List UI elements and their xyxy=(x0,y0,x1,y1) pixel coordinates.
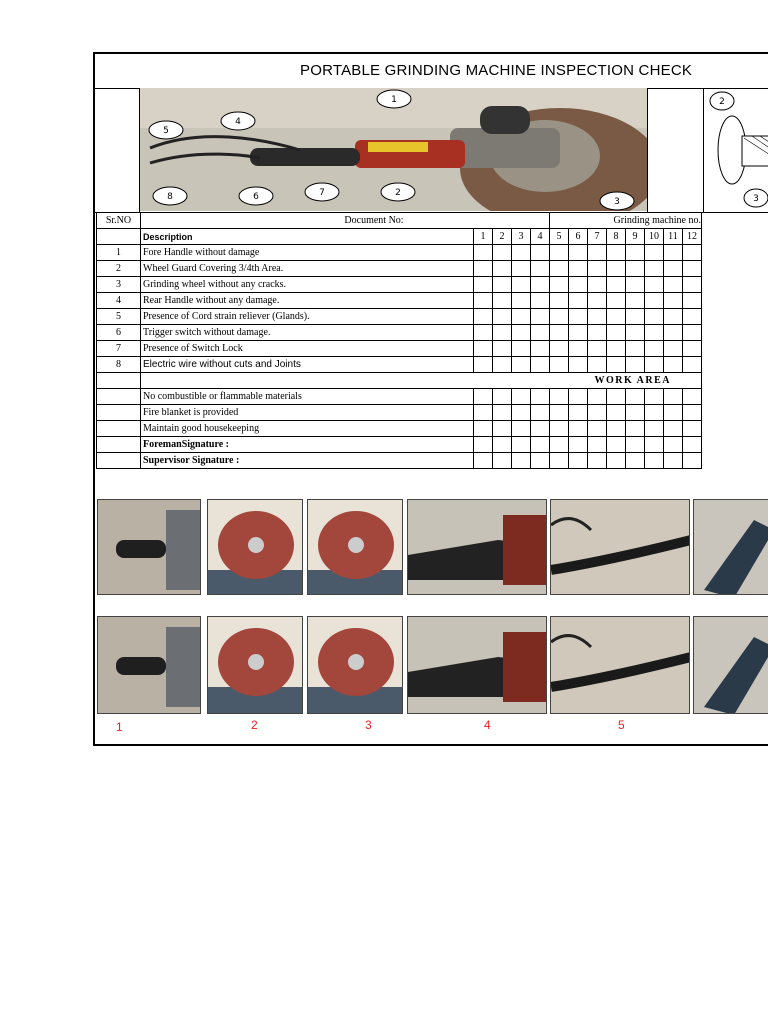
callout-8: 8 xyxy=(167,192,173,202)
check-cell[interactable] xyxy=(588,421,607,437)
check-cell[interactable] xyxy=(474,277,493,293)
check-cell[interactable] xyxy=(493,245,512,261)
check-cell[interactable] xyxy=(512,405,531,421)
inspection-photo-wheel xyxy=(307,499,403,595)
signature-label: Supervisor Signature : xyxy=(141,453,474,469)
check-cell[interactable] xyxy=(607,245,626,261)
check-cell[interactable] xyxy=(512,341,531,357)
check-cell[interactable] xyxy=(512,309,531,325)
check-cell[interactable] xyxy=(664,341,683,357)
check-cell[interactable] xyxy=(645,341,664,357)
check-cell[interactable] xyxy=(531,245,550,261)
col-4: 4 xyxy=(531,229,550,245)
inspection-photo-handle xyxy=(97,499,201,595)
checklist-item-row xyxy=(97,293,702,309)
callout-7: 7 xyxy=(319,188,325,198)
check-cell[interactable] xyxy=(550,405,569,421)
col-3: 3 xyxy=(512,229,531,245)
callout-5: 5 xyxy=(163,126,169,136)
check-cell[interactable] xyxy=(626,405,645,421)
check-cell[interactable] xyxy=(512,277,531,293)
check-cell[interactable] xyxy=(531,293,550,309)
check-cell[interactable] xyxy=(626,341,645,357)
check-cell[interactable] xyxy=(569,261,588,277)
check-cell[interactable] xyxy=(607,293,626,309)
check-cell[interactable] xyxy=(512,453,531,469)
step-number-5: 5 xyxy=(618,718,625,732)
check-cell[interactable] xyxy=(569,421,588,437)
step-number-3: 3 xyxy=(365,718,372,732)
check-cell[interactable] xyxy=(645,389,664,405)
check-cell[interactable] xyxy=(683,261,702,277)
work-area-item: Maintain good housekeeping xyxy=(141,421,474,437)
title-row xyxy=(95,54,768,89)
check-cell[interactable] xyxy=(531,437,550,453)
check-cell[interactable] xyxy=(493,261,512,277)
check-cell[interactable] xyxy=(683,453,702,469)
grinder-labeled-photo xyxy=(140,88,647,211)
check-cell[interactable] xyxy=(607,357,626,373)
check-cell[interactable] xyxy=(512,437,531,453)
item-description: Wheel Guard Covering 3/4th Area. xyxy=(141,261,474,277)
check-cell[interactable] xyxy=(493,277,512,293)
checklist-item-row xyxy=(97,261,702,277)
check-cell[interactable] xyxy=(626,261,645,277)
check-cell[interactable] xyxy=(626,245,645,261)
signature-row xyxy=(97,437,702,453)
check-cell[interactable] xyxy=(493,325,512,341)
item-description: Electric wire without cuts and Joints xyxy=(141,357,474,373)
check-cell[interactable] xyxy=(474,261,493,277)
item-number: 2 xyxy=(97,261,141,277)
checklist-item-row xyxy=(97,277,702,293)
check-cell[interactable] xyxy=(550,309,569,325)
check-cell[interactable] xyxy=(531,453,550,469)
check-cell[interactable] xyxy=(588,437,607,453)
check-cell[interactable] xyxy=(683,245,702,261)
col-10: 10 xyxy=(645,229,664,245)
check-cell[interactable] xyxy=(664,421,683,437)
check-cell[interactable] xyxy=(474,245,493,261)
check-cell[interactable] xyxy=(512,325,531,341)
check-cell[interactable] xyxy=(569,341,588,357)
check-cell[interactable] xyxy=(683,277,702,293)
check-cell[interactable] xyxy=(626,421,645,437)
item-number: 4 xyxy=(97,293,141,309)
inspection-photo-rear xyxy=(693,499,768,595)
check-cell[interactable] xyxy=(531,389,550,405)
check-cell[interactable] xyxy=(569,405,588,421)
check-cell[interactable] xyxy=(645,453,664,469)
check-cell[interactable] xyxy=(626,437,645,453)
item-description: Grinding wheel without any cracks. xyxy=(141,277,474,293)
check-cell[interactable] xyxy=(626,453,645,469)
col-1: 1 xyxy=(474,229,493,245)
check-cell[interactable] xyxy=(588,405,607,421)
step-number-2: 2 xyxy=(251,718,258,732)
checklist-item-row xyxy=(97,245,702,261)
work-area-item: Fire blanket is provided xyxy=(141,405,474,421)
check-cell[interactable] xyxy=(474,357,493,373)
check-cell[interactable] xyxy=(493,421,512,437)
signature-label: ForemanSignature : xyxy=(141,437,474,453)
check-cell[interactable] xyxy=(493,453,512,469)
signature-row xyxy=(97,453,702,469)
check-cell[interactable] xyxy=(474,309,493,325)
column-header-row xyxy=(97,229,702,245)
check-cell[interactable] xyxy=(550,261,569,277)
inspection-photo-wheel xyxy=(207,499,303,595)
check-cell[interactable] xyxy=(493,405,512,421)
check-cell[interactable] xyxy=(607,325,626,341)
check-cell[interactable] xyxy=(493,341,512,357)
check-cell[interactable] xyxy=(474,341,493,357)
inspection-photo-body xyxy=(407,499,547,595)
check-cell[interactable] xyxy=(626,325,645,341)
check-cell[interactable] xyxy=(474,453,493,469)
step-number-4: 4 xyxy=(484,718,491,732)
check-cell[interactable] xyxy=(626,357,645,373)
check-cell[interactable] xyxy=(550,325,569,341)
diagram-callout-3: 3 xyxy=(753,194,759,204)
inspection-photo-rear xyxy=(693,616,768,714)
check-cell[interactable] xyxy=(588,389,607,405)
item-description: Presence of Switch Lock xyxy=(141,341,474,357)
document-no-label: Document No: xyxy=(141,213,550,229)
item-number: 8 xyxy=(97,357,141,373)
item-number: 6 xyxy=(97,325,141,341)
check-cell[interactable] xyxy=(626,389,645,405)
check-cell[interactable] xyxy=(531,309,550,325)
check-cell[interactable] xyxy=(569,309,588,325)
check-cell[interactable] xyxy=(512,357,531,373)
check-cell[interactable] xyxy=(664,277,683,293)
col-8: 8 xyxy=(607,229,626,245)
diagram-callout-2: 2 xyxy=(719,97,725,107)
check-cell[interactable] xyxy=(664,389,683,405)
checklist-item-row xyxy=(97,357,702,373)
reference-photo-row xyxy=(95,88,768,213)
inspection-sheet xyxy=(93,52,768,746)
check-cell[interactable] xyxy=(531,357,550,373)
check-cell[interactable] xyxy=(645,405,664,421)
check-cell[interactable] xyxy=(588,357,607,373)
step-number-1: 1 xyxy=(116,720,123,734)
check-cell[interactable] xyxy=(664,357,683,373)
check-cell[interactable] xyxy=(664,309,683,325)
check-cell[interactable] xyxy=(550,277,569,293)
col-7: 7 xyxy=(588,229,607,245)
check-cell[interactable] xyxy=(645,437,664,453)
page-title: PORTABLE GRINDING MACHINE INSPECTION CHECK xyxy=(300,62,693,79)
check-cell[interactable] xyxy=(531,277,550,293)
check-cell[interactable] xyxy=(664,293,683,309)
check-cell[interactable] xyxy=(493,437,512,453)
work-area-item-row xyxy=(97,389,702,405)
check-cell[interactable] xyxy=(588,309,607,325)
check-cell[interactable] xyxy=(474,293,493,309)
inspection-photo-wheel xyxy=(207,616,303,714)
check-cell[interactable] xyxy=(588,325,607,341)
check-cell[interactable] xyxy=(664,325,683,341)
item-number: 3 xyxy=(97,277,141,293)
check-cell[interactable] xyxy=(474,405,493,421)
check-cell[interactable] xyxy=(550,357,569,373)
col-2: 2 xyxy=(493,229,512,245)
check-cell[interactable] xyxy=(607,421,626,437)
callout-3: 3 xyxy=(614,197,620,207)
check-cell[interactable] xyxy=(645,261,664,277)
item-number: 1 xyxy=(97,245,141,261)
check-cell[interactable] xyxy=(550,437,569,453)
checklist-item-row xyxy=(97,325,702,341)
check-cell[interactable] xyxy=(474,389,493,405)
work-area-item: No combustible or flammable materials xyxy=(141,389,474,405)
item-description: Presence of Cord strain reliever (Glands). xyxy=(141,309,474,325)
item-description: Trigger switch without damage. xyxy=(141,325,474,341)
checklist-table xyxy=(96,212,702,469)
inspection-photo-wheel xyxy=(307,616,403,714)
check-cell[interactable] xyxy=(664,405,683,421)
check-cell[interactable] xyxy=(550,293,569,309)
check-cell[interactable] xyxy=(683,357,702,373)
check-cell[interactable] xyxy=(550,421,569,437)
machine-no-label: Grinding machine no. xyxy=(550,213,702,229)
item-number: 7 xyxy=(97,341,141,357)
check-cell[interactable] xyxy=(474,421,493,437)
check-cell[interactable] xyxy=(569,437,588,453)
check-cell[interactable] xyxy=(664,245,683,261)
check-cell[interactable] xyxy=(531,261,550,277)
check-cell[interactable] xyxy=(588,341,607,357)
inspection-photo-cord xyxy=(550,499,690,595)
checklist-item-row xyxy=(97,341,702,357)
inspection-photo-cord xyxy=(550,616,690,714)
check-cell[interactable] xyxy=(588,261,607,277)
check-cell[interactable] xyxy=(531,341,550,357)
check-cell[interactable] xyxy=(493,389,512,405)
check-cell[interactable] xyxy=(626,293,645,309)
check-cell[interactable] xyxy=(683,389,702,405)
check-cell[interactable] xyxy=(626,277,645,293)
check-cell[interactable] xyxy=(645,357,664,373)
inspection-photo-body xyxy=(407,616,547,714)
check-cell[interactable] xyxy=(683,325,702,341)
inspection-photo-handle xyxy=(97,616,201,714)
check-cell[interactable] xyxy=(512,293,531,309)
check-cell[interactable] xyxy=(588,293,607,309)
col-11: 11 xyxy=(664,229,683,245)
check-cell[interactable] xyxy=(531,421,550,437)
check-cell[interactable] xyxy=(607,405,626,421)
check-cell[interactable] xyxy=(569,277,588,293)
work-area-row xyxy=(97,373,702,389)
check-cell[interactable] xyxy=(569,389,588,405)
check-cell[interactable] xyxy=(645,309,664,325)
check-cell[interactable] xyxy=(474,325,493,341)
work-area-item-row xyxy=(97,421,702,437)
check-cell[interactable] xyxy=(550,341,569,357)
check-cell[interactable] xyxy=(588,245,607,261)
check-cell[interactable] xyxy=(683,293,702,309)
callout-4: 4 xyxy=(235,117,241,127)
col-6: 6 xyxy=(569,229,588,245)
check-cell[interactable] xyxy=(474,437,493,453)
check-cell[interactable] xyxy=(645,421,664,437)
check-cell[interactable] xyxy=(607,389,626,405)
check-cell[interactable] xyxy=(550,453,569,469)
check-cell[interactable] xyxy=(607,277,626,293)
check-cell[interactable] xyxy=(569,293,588,309)
check-cell[interactable] xyxy=(569,245,588,261)
check-cell[interactable] xyxy=(512,245,531,261)
check-cell[interactable] xyxy=(550,389,569,405)
work-area-item-row xyxy=(97,405,702,421)
check-cell[interactable] xyxy=(664,453,683,469)
check-cell[interactable] xyxy=(645,325,664,341)
col-12: 12 xyxy=(683,229,702,245)
header-row xyxy=(97,213,702,229)
item-description: Rear Handle without any damage. xyxy=(141,293,474,309)
check-cell[interactable] xyxy=(588,277,607,293)
description-header: Description xyxy=(141,229,474,245)
check-cell[interactable] xyxy=(683,405,702,421)
col-5: 5 xyxy=(550,229,569,245)
check-cell[interactable] xyxy=(683,437,702,453)
check-cell[interactable] xyxy=(645,245,664,261)
callout-1: 1 xyxy=(391,95,397,105)
check-cell[interactable] xyxy=(607,309,626,325)
check-cell[interactable] xyxy=(512,261,531,277)
item-description: Fore Handle without damage xyxy=(141,245,474,261)
check-cell[interactable] xyxy=(626,309,645,325)
check-cell[interactable] xyxy=(550,245,569,261)
check-cell[interactable] xyxy=(512,421,531,437)
check-cell[interactable] xyxy=(531,325,550,341)
work-area-heading: WORK AREA xyxy=(141,373,702,389)
callout-2: 2 xyxy=(395,188,401,198)
check-cell[interactable] xyxy=(664,261,683,277)
checklist-item-row xyxy=(97,309,702,325)
check-cell[interactable] xyxy=(683,309,702,325)
check-cell[interactable] xyxy=(607,341,626,357)
check-cell[interactable] xyxy=(512,389,531,405)
srno-header: Sr.NO xyxy=(97,213,141,229)
grinder-diagram xyxy=(704,88,768,211)
check-cell[interactable] xyxy=(588,453,607,469)
check-cell[interactable] xyxy=(683,341,702,357)
check-cell[interactable] xyxy=(607,261,626,277)
col-9: 9 xyxy=(626,229,645,245)
check-cell[interactable] xyxy=(569,453,588,469)
item-number: 5 xyxy=(97,309,141,325)
check-cell[interactable] xyxy=(683,421,702,437)
check-cell[interactable] xyxy=(569,357,588,373)
check-cell[interactable] xyxy=(531,405,550,421)
check-cell[interactable] xyxy=(493,309,512,325)
check-cell[interactable] xyxy=(607,453,626,469)
check-cell[interactable] xyxy=(645,277,664,293)
check-cell[interactable] xyxy=(493,293,512,309)
check-cell[interactable] xyxy=(645,293,664,309)
callout-6: 6 xyxy=(253,192,259,202)
check-cell[interactable] xyxy=(664,437,683,453)
check-cell[interactable] xyxy=(569,325,588,341)
check-cell[interactable] xyxy=(493,357,512,373)
check-cell[interactable] xyxy=(607,437,626,453)
